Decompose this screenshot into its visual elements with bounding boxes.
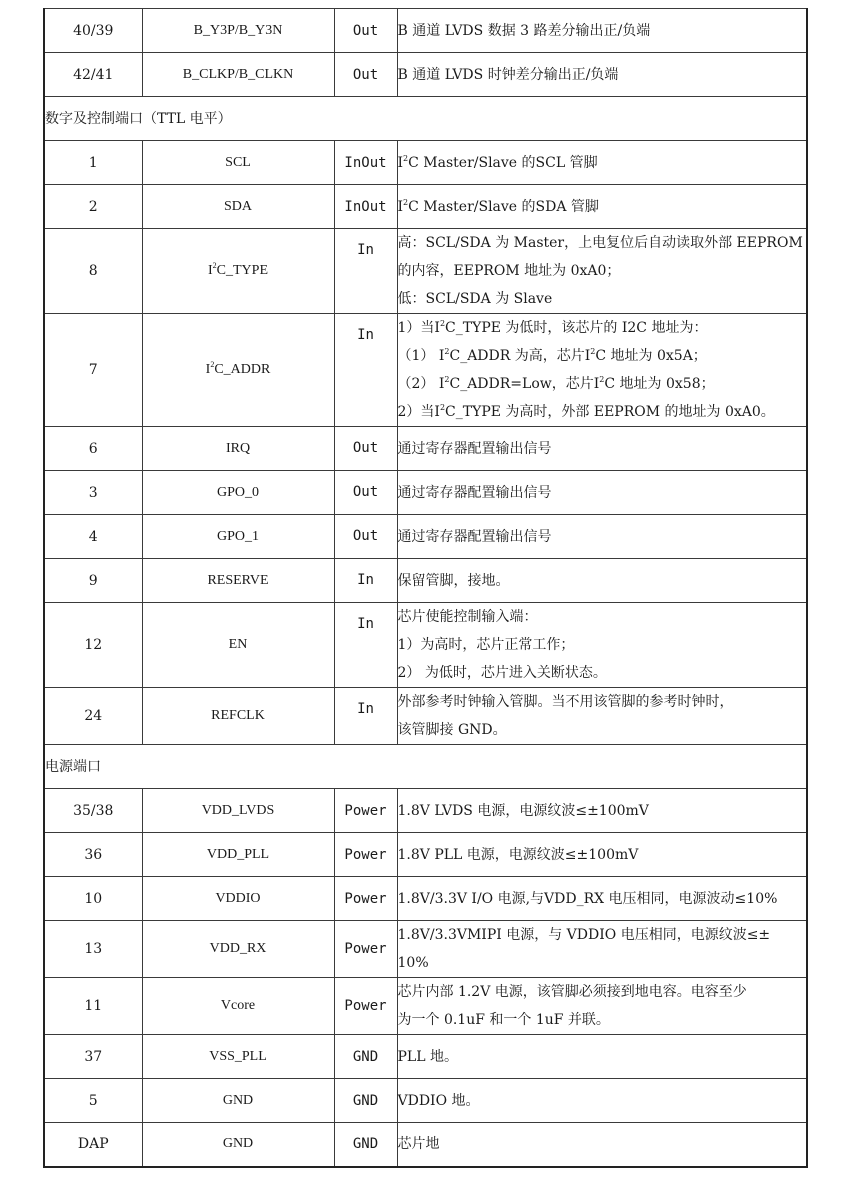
pin-number-cell: 8 [44,229,142,314]
pin-name-cell: GPO_0 [142,471,334,515]
pin-name-cell: $I^2C\_TYPE$ [142,229,334,314]
description-line: 为一个 0.1uF 和一个 1uF 并联。 [397,1012,610,1028]
description-line: 芯片使能控制输入端： [397,609,538,625]
pin-direction-cell: InOut [334,141,397,185]
pin-name-cell: VDDIO [142,877,334,921]
pin-name-cell: Vcore [142,978,334,1035]
description-line: 通过寄存器配置输出信号 [397,440,552,457]
pin-description-cell [397,1123,807,1167]
pin-description-cell [397,1035,807,1079]
description-line: 1）当$I^2C\_TYPE$ 为低时，该芯片的 I2C 地址为： [397,319,708,336]
pin-description-cell [397,471,807,515]
description-line: 该管脚接 GND。 [397,722,507,738]
pin-description-cell [397,559,807,603]
pin-name-cell: GND [142,1123,334,1167]
pin-number-cell: 2 [44,185,142,229]
description-line: 10% [397,955,429,971]
table-row [44,314,807,427]
pin-number-cell: 10 [44,877,142,921]
pin-name-cell: VDD_PLL [142,833,334,877]
table-row [44,9,807,53]
description-line: 低：SCL/SDA 为 Slave [397,291,553,307]
pin-name-cell: SCL [142,141,334,185]
table-row [44,229,807,314]
pin-direction-cell: InOut [334,185,397,229]
pin-number-cell: 7 [44,314,142,427]
pin-description-cell [397,1079,807,1123]
table-row [44,185,807,229]
pin-number-cell: 13 [44,921,142,978]
description-line: 1）为高时，芯片正常工作； [397,637,575,653]
pin-direction-cell: Power [334,877,397,921]
description-line: 1.8V PLL 电源，电源纹波≤±100mV [397,846,639,863]
table-row [44,688,807,745]
table-body [44,9,807,1167]
pin-description-cell [397,9,807,53]
pin-description-cell [397,877,807,921]
description-line: 2）当$I^2C\_TYPE$ 为高时，外部 EEPROM 的地址为 0xA0。 [397,403,775,420]
description-line: 芯片地 [397,1136,440,1153]
pin-number-cell: 40/39 [44,9,142,53]
pin-direction-cell: In [334,229,397,314]
pin-number-cell: 4 [44,515,142,559]
pin-number-cell: 5 [44,1079,142,1123]
description-line: PLL 地。 [397,1048,458,1065]
pin-description-cell [397,921,807,978]
pin-name-cell: $I^2C\_ADDR$ [142,314,334,427]
description-line: 通过寄存器配置输出信号 [397,528,552,545]
pin-direction-cell: Power [334,789,397,833]
description-line: 的内容，EEPROM 地址为 0xA0； [397,263,621,279]
pin-direction-cell: In [334,314,397,427]
description-line: B 通道 LVDS 数据 3 路差分输出正/负端 [397,22,651,39]
description-line: $I^2C$ Master/Slave 的SCL 管脚 [397,153,598,171]
pin-number-cell: 11 [44,978,142,1035]
table-row [44,789,807,833]
section-title: 电源端口 [44,745,807,789]
table-row [44,559,807,603]
pin-number-cell: 6 [44,427,142,471]
pin-direction-cell: Power [334,978,397,1035]
pin-direction-cell: Power [334,833,397,877]
table-row [44,471,807,515]
pin-direction-cell: Out [334,9,397,53]
pin-description-cell [397,978,807,1035]
pin-number-cell: DAP [44,1123,142,1167]
pin-name-cell: GND [142,1079,334,1123]
pin-name-cell: VSS_PLL [142,1035,334,1079]
pin-name-cell: EN [142,603,334,688]
description-line: （1） $I^2C\_ADDR$ 为高，芯片$I^2C$ 地址为 0x5A； [397,347,707,364]
pin-name-cell: RESERVE [142,559,334,603]
section-header-row [44,97,807,141]
description-line: 1.8V LVDS 电源，电源纹波≤±100mV [397,802,649,819]
pin-direction-cell: In [334,603,397,688]
pin-description-cell [397,603,807,688]
pin-number-cell: 24 [44,688,142,745]
pin-name-cell: REFCLK [142,688,334,745]
description-line: （2） $I^2C\_ADDR=Low$，芯片$I^2C$ 地址为 0x58； [397,375,715,392]
section-title: 数字及控制端口（TTL 电平） [44,97,807,141]
pin-name-cell: B_CLKP/B_CLKN [142,53,334,97]
pin-direction-cell: Out [334,53,397,97]
table-row [44,1079,807,1123]
pin-number-cell: 12 [44,603,142,688]
description-line: B 通道 LVDS 时钟差分输出正/负端 [397,66,619,83]
table-row [44,603,807,688]
pin-description-cell [397,688,807,745]
pin-description-cell [397,833,807,877]
pin-description-cell [397,229,807,314]
pin-description-cell [397,141,807,185]
table-row [44,978,807,1035]
table-row [44,141,807,185]
table-row [44,833,807,877]
table-row [44,877,807,921]
table-row [44,1123,807,1167]
description-line: 高：SCL/SDA 为 Master，上电复位后自动读取外部 EEPROM [397,235,803,251]
description-line: 保留管脚，接地。 [397,572,510,589]
pin-number-cell: 35/38 [44,789,142,833]
description-line: 2） 为低时，芯片进入关断状态。 [397,665,607,681]
table-row [44,53,807,97]
pin-direction-cell: Out [334,471,397,515]
pin-direction-cell: GND [334,1079,397,1123]
pin-name-cell: IRQ [142,427,334,471]
pin-number-cell: 36 [44,833,142,877]
pin-number-cell: 9 [44,559,142,603]
description-line: 芯片内部 1.2V 电源，该管脚必须接到地电容。电容至少 [397,984,747,1000]
description-line: $I^2C$ Master/Slave 的SDA 管脚 [397,197,599,215]
pin-description-cell [397,515,807,559]
pin-direction-cell: GND [334,1123,397,1167]
pin-name-cell: GPO_1 [142,515,334,559]
section-header-row [44,745,807,789]
pin-description-cell [397,53,807,97]
pin-direction-cell: GND [334,1035,397,1079]
pin-description-cell [397,185,807,229]
table-row [44,921,807,978]
pin-name-cell: SDA [142,185,334,229]
pin-direction-cell: In [334,559,397,603]
pin-direction-cell: Out [334,515,397,559]
pin-description-cell [397,789,807,833]
pin-number-cell: 37 [44,1035,142,1079]
pin-direction-cell: Out [334,427,397,471]
description-line: 外部参考时钟输入管脚。当不用该管脚的参考时钟时， [397,694,734,710]
pin-description-cell [397,427,807,471]
description-line: VDDIO 地。 [397,1092,480,1109]
pin-number-cell: 1 [44,141,142,185]
table-row [44,515,807,559]
pin-description-cell [397,314,807,427]
pin-direction-cell: In [334,688,397,745]
table-row [44,427,807,471]
pin-name-cell: B_Y3P/B_Y3N [142,9,334,53]
description-line: 1.8V/3.3VMIPI 电源，与 VDDIO 电压相同，电源纹波≤± [397,927,771,943]
description-line: 通过寄存器配置输出信号 [397,484,552,501]
pin-name-cell: VDD_LVDS [142,789,334,833]
description-line: 1.8V/3.3V I/O 电源,与VDD_RX 电压相同，电源波动≤10% [397,890,778,907]
table-row [44,1035,807,1079]
pin-description-table [43,8,808,1168]
pin-number-cell: 42/41 [44,53,142,97]
pin-direction-cell: Power [334,921,397,978]
pin-number-cell: 3 [44,471,142,515]
pin-name-cell: VDD_RX [142,921,334,978]
